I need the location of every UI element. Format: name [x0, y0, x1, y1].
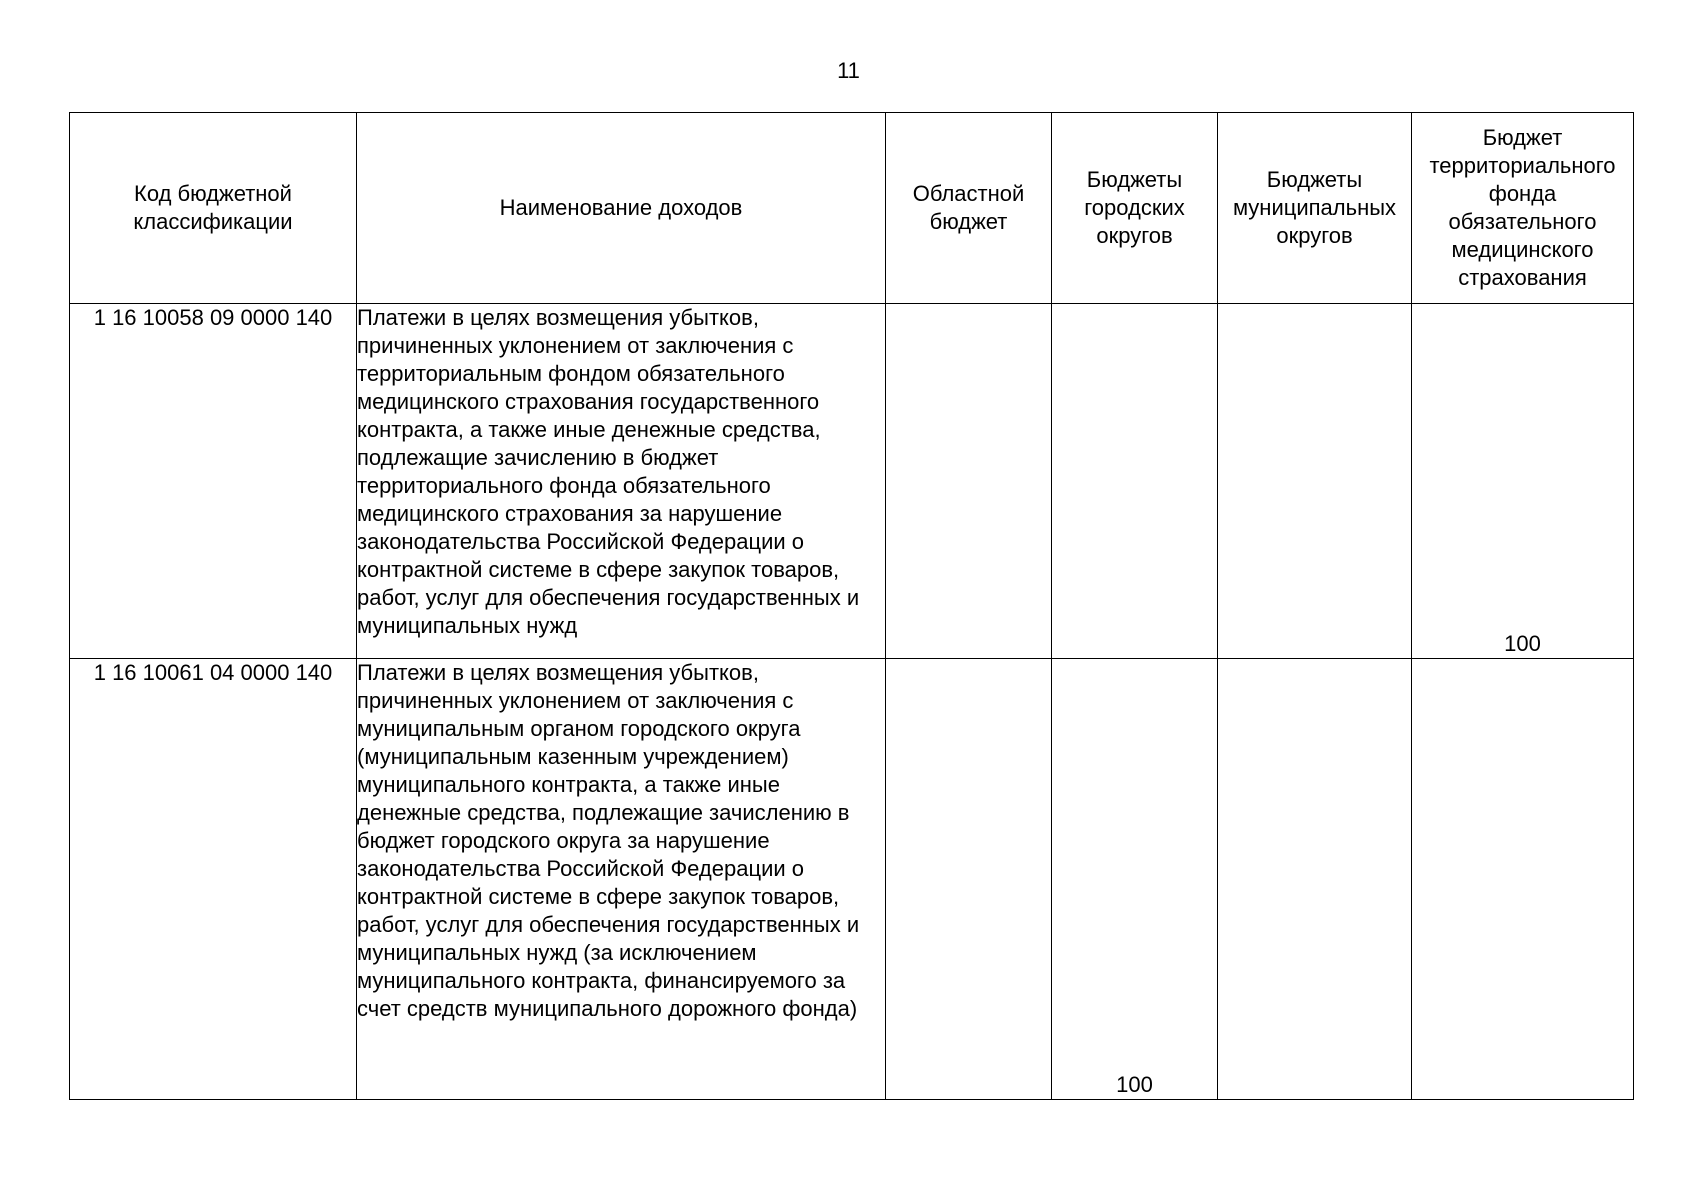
revenue-name-cell: Платежи в целях возмещения убытков, причиненных уклонением от заключения с муниципальным органом городского округа (муниципальным казенным учреждением) муниципального контракта, а также иные денежные средства, подлежащие зачислению в бюджет городского округа за нарушение законодательства Российской Федерации о контрактной системе в сфере закупок товаров, работ, услуг для обеспечения государственных и муниципальных нужд (за исключением муниципального контракта, финансируемого за счет средств муниципального дорожного фонда) [357, 659, 886, 1100]
municipal-districts-cell [1218, 304, 1412, 659]
tfoms-budget-cell: 100 [1412, 304, 1634, 659]
table-row [70, 659, 1634, 1100]
regional-budget-cell [886, 304, 1052, 659]
regional-budget-cell [886, 659, 1052, 1100]
header-tfoms-budget: Бюджет территориального фонда обязательного медицинского страхования [1412, 113, 1634, 304]
table-row [70, 304, 1634, 659]
header-row [70, 113, 1634, 304]
page-number: 11 [837, 58, 860, 83]
municipal-districts-cell [1218, 659, 1412, 1100]
header-city-districts-budgets: Бюджеты городских округов [1052, 113, 1218, 304]
city-districts-cell: 100 [1052, 659, 1218, 1100]
tfoms-budget-cell [1412, 659, 1634, 1100]
budget-code-cell: 1 16 10061 04 0000 140 [70, 659, 357, 1100]
header-municipal-districts-budgets: Бюджеты муниципальных округов [1218, 113, 1412, 304]
header-regional-budget: Областной бюджет [886, 113, 1052, 304]
budget-code-cell: 1 16 10058 09 0000 140 [70, 304, 357, 659]
revenue-name-cell: Платежи в целях возмещения убытков, причиненных уклонением от заключения с территориальным фондом обязательного медицинского страхования государственного контракта, а также иные денежные средства, подлежащие зачислению в бюджет территориального фонда обязательного медицинского страхования за нарушение законодательства Российской Федерации о контрактной системе в сфере закупок товаров, работ, услуг для обеспечения государственных и муниципальных нужд [357, 304, 886, 659]
city-districts-cell [1052, 304, 1218, 659]
header-name: Наименование доходов [357, 113, 886, 304]
header-code: Код бюджетной классификации [70, 113, 357, 304]
revenue-distribution-table [69, 112, 1634, 1100]
